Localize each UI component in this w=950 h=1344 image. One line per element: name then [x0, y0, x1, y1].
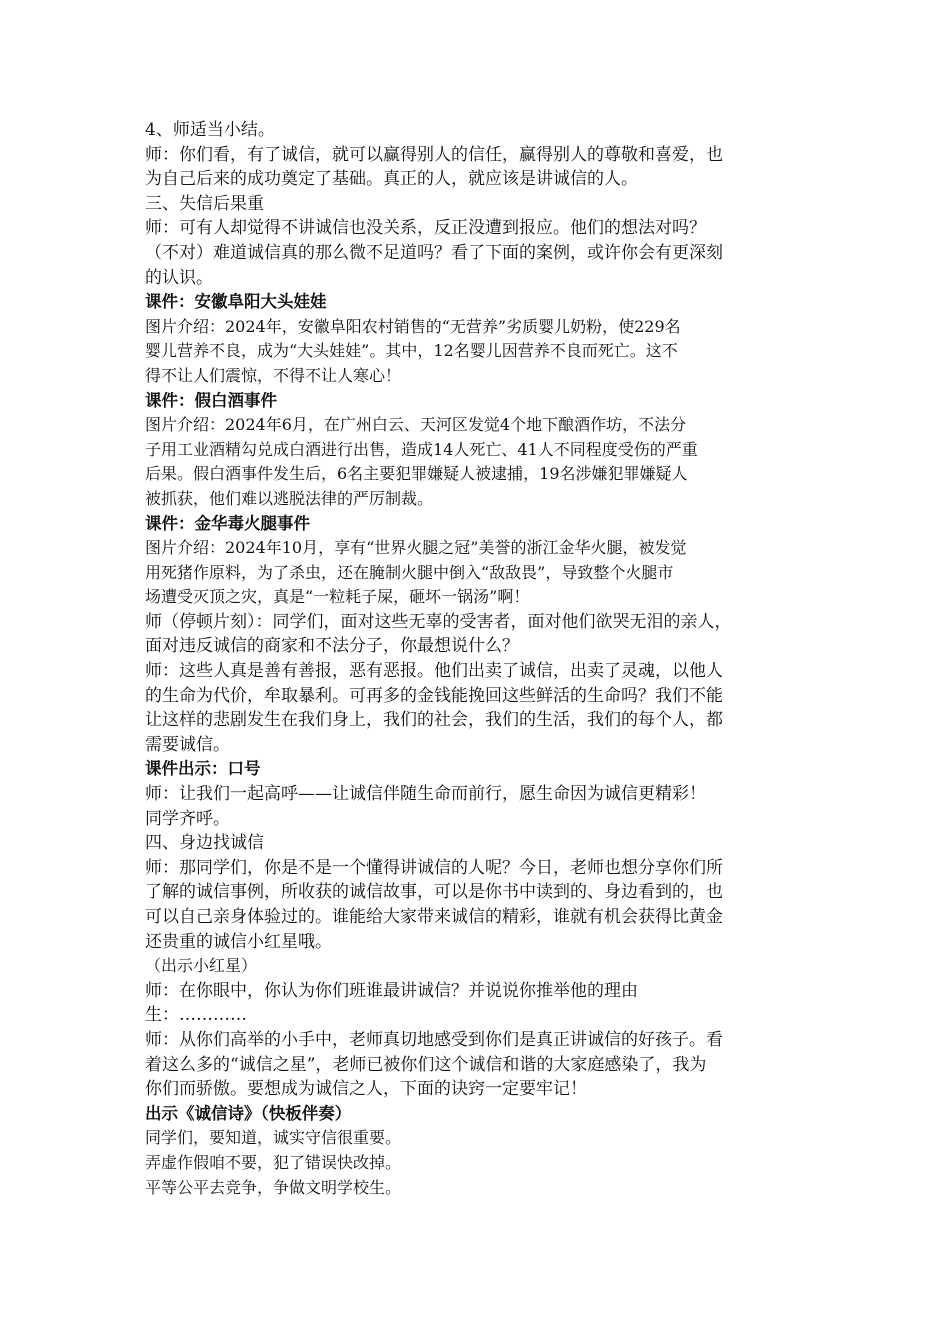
text-line: 的生命为代价，牟取暴利。可再多的金钱能挽回这些鲜活的生命吗？我们不能 — [145, 685, 723, 706]
text-line: 可以自己亲身体验过的。谁能给大家带来诚信的精彩，谁就有机会获得比黄金 — [145, 907, 723, 927]
text-line: 着这么多的“诚信之星”，老师已被你们这个诚信和谐的大家庭感染了，我为 — [145, 1054, 707, 1075]
text-line: 图片介绍：2024年6月，在广州白云、天河区发觉4个地下酿酒作坊，不法分 — [145, 415, 687, 435]
section-heading: 课件：安徽阜阳大头娃娃 — [145, 292, 327, 312]
text-line: 还贵重的诚信小红星哦。 — [145, 931, 332, 952]
text-line: 师：让我们一起高呼——让诚信伴随生命而前行，愿生命因为诚信更精彩！ — [145, 784, 706, 805]
text-line: 需要诚信。 — [145, 734, 230, 755]
text-line: 子用工业酒精勾兑成白酒进行出售，造成14人死亡、41人不同程度受伤的严重 — [145, 439, 698, 459]
section-heading: 课件：假白酒事件 — [145, 390, 277, 410]
text-line: 师：那同学们，你是不是一个懂得讲诚信的人呢？今日，老师也想分享你们所 — [145, 857, 723, 878]
text-line: 平等公平去竞争，争做文明学校生。 — [145, 1177, 402, 1197]
text-line: 师（停顿片刻）：同学们，面对这些无辜的受害者，面对他们欲哭无泪的亲人， — [145, 611, 732, 632]
text-line: 同学齐呼。 — [145, 808, 230, 829]
text-line: 的认识。 — [145, 267, 213, 288]
section-heading: 课件：金华毒火腿事件 — [145, 513, 310, 533]
text-line: 被抓获，他们难以逃脱法律的严厉制裁。 — [145, 488, 434, 508]
text-line: （不对）难道诚信真的那么微不足道吗？看了下面的案例，或许你会有更深刻 — [145, 242, 723, 263]
text-line: 你们而骄傲。要想成为诚信之人，下面的诀窍一定要牢记！ — [145, 1079, 587, 1100]
text-line: 场遭受灭顶之灾，真是“一粒耗子屎，砸坏一锅汤”啊！ — [145, 587, 530, 607]
text-line: 婴儿营养不良，成为“大头娃娃”。其中，12名婴儿因营养不良而死亡。这不 — [145, 341, 678, 361]
section-heading: 课件出示：口号 — [145, 759, 261, 779]
text-line: 了解的诚信事例，所收获的诚信故事，可以是你书中读到的、身边看到的，也 — [145, 882, 723, 903]
text-line: 后果。假白酒事件发生后，6名主要犯罪嫌疑人被逮捕，19名涉嫌犯罪嫌疑人 — [145, 464, 688, 484]
text-line: 面对违反诚信的商家和不法分子，你最想说什么？ — [145, 636, 519, 657]
text-line: 师：在你眼中，你认为你们班谁最讲诚信？并说说你推举他的理由 — [145, 980, 638, 1001]
text-line: 为自己后来的成功奠定了基础。真正的人，就应该是讲诚信的人。 — [145, 169, 638, 190]
text-line: 用死猪作原料，为了杀虫，还在腌制火腿中倒入“敌敌畏”，导致整个火腿市 — [145, 562, 674, 582]
text-line: 师：可有人却觉得不讲诚信也没关系，反正没遭到报应。他们的想法对吗？ — [145, 218, 706, 239]
text-line: （出示小红星） — [145, 956, 258, 976]
text-line: 三、失信后果重 — [145, 193, 264, 214]
text-line: 弄虚作假咱不要，犯了错误快改掉。 — [145, 1152, 402, 1172]
text-line: 四、身边找诚信 — [145, 833, 264, 854]
document-body — [145, 118, 815, 1200]
text-line: 图片介绍：2024年，安徽阜阳农村销售的“无营养”劣质婴儿奶粉，使229名 — [145, 316, 681, 336]
text-line: 4、师适当小结。 — [145, 120, 275, 140]
text-line: 图片介绍：2024年10月，享有“世界火腿之冠”美誉的浙江金华火腿，被发觉 — [145, 538, 687, 558]
text-line: 生：………… — [145, 1005, 247, 1026]
text-line: 师：这些人真是善有善报，恶有恶报。他们出卖了诚信，出卖了灵魂，以他人 — [145, 661, 723, 682]
text-line: 师：从你们高举的小手中，老师真切地感受到你们是真正讲诚信的好孩子。看 — [145, 1029, 723, 1050]
text-line: 得不让人们震惊，不得不让人寒心！ — [145, 365, 402, 385]
section-heading: 出示《诚信诗》（快板伴奏） — [145, 1103, 352, 1123]
text-line: 同学们，要知道，诚实守信很重要。 — [145, 1128, 402, 1148]
text-line: 让这样的悲剧发生在我们身上，我们的社会，我们的生活，我们的每个人，都 — [145, 710, 723, 731]
text-line: 师：你们看，有了诚信，就可以赢得别人的信任，赢得别人的尊敬和喜爱，也 — [145, 144, 723, 165]
